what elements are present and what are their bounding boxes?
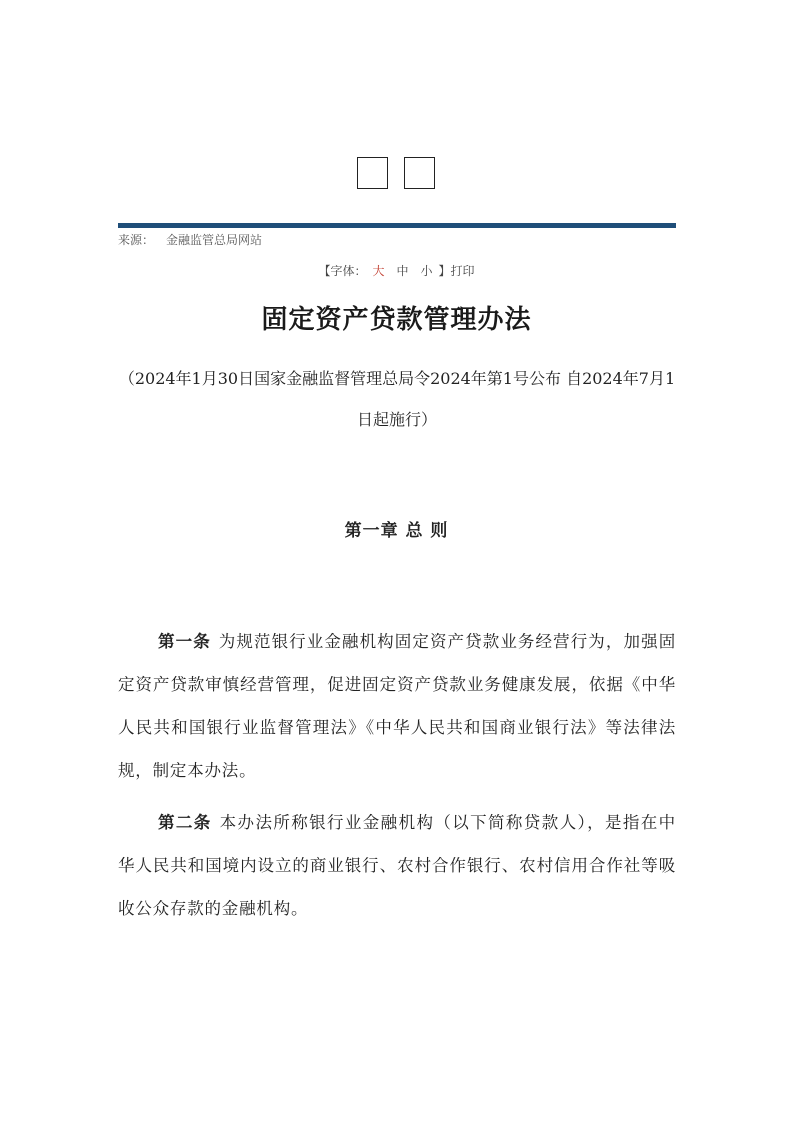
bracket-close: 】 — [438, 264, 451, 278]
article-2 — [118, 801, 676, 930]
chapter-heading: 第一章 总 则 — [344, 521, 449, 541]
document-subtitle: （2024年1月30日国家金融监督管理总局令2024年第1号公布 自2024年7月1日起施行） — [118, 369, 676, 429]
missing-glyph-boxes — [356, 157, 440, 191]
font-medium-link[interactable]: 中 — [396, 264, 409, 278]
print-link[interactable]: 打印 — [450, 264, 475, 278]
font-large-link[interactable]: 大 — [372, 264, 385, 278]
document-title: 固定资产贷款管理办法 — [261, 305, 532, 335]
header-divider — [118, 223, 676, 228]
article-heading: 第二条 — [158, 813, 212, 832]
source-value: 金融监管总局网站 — [166, 233, 263, 247]
bracket-open: 【 — [318, 264, 331, 278]
font-size-label: 字体： — [330, 264, 367, 278]
article-text: 本办法所称银行业金融机构（以下简称贷款人），是指在中华人民共和国境内设立的商业银行、农村合作银行、农村信用合作社等吸收公众存款的金融机构。 — [118, 813, 676, 918]
font-small-link[interactable]: 小 — [420, 264, 433, 278]
placeholder-box-icon — [357, 157, 388, 189]
article-text: 为规范银行业金融机构固定资产贷款业务经营行为，加强固定资产贷款审慎经营管理，促进固定资产贷款业务健康发展，依据《中华人民共和国银行业监督管理法》《中华人民共和国商业银行法》等法律法规，制定本办法。 — [118, 632, 676, 780]
font-size-controls — [0, 262, 793, 279]
article-1 — [118, 620, 676, 792]
source-label: 来源： — [118, 233, 155, 247]
placeholder-box-icon — [404, 157, 435, 189]
source-line — [118, 231, 262, 248]
article-heading: 第一条 — [158, 632, 211, 651]
